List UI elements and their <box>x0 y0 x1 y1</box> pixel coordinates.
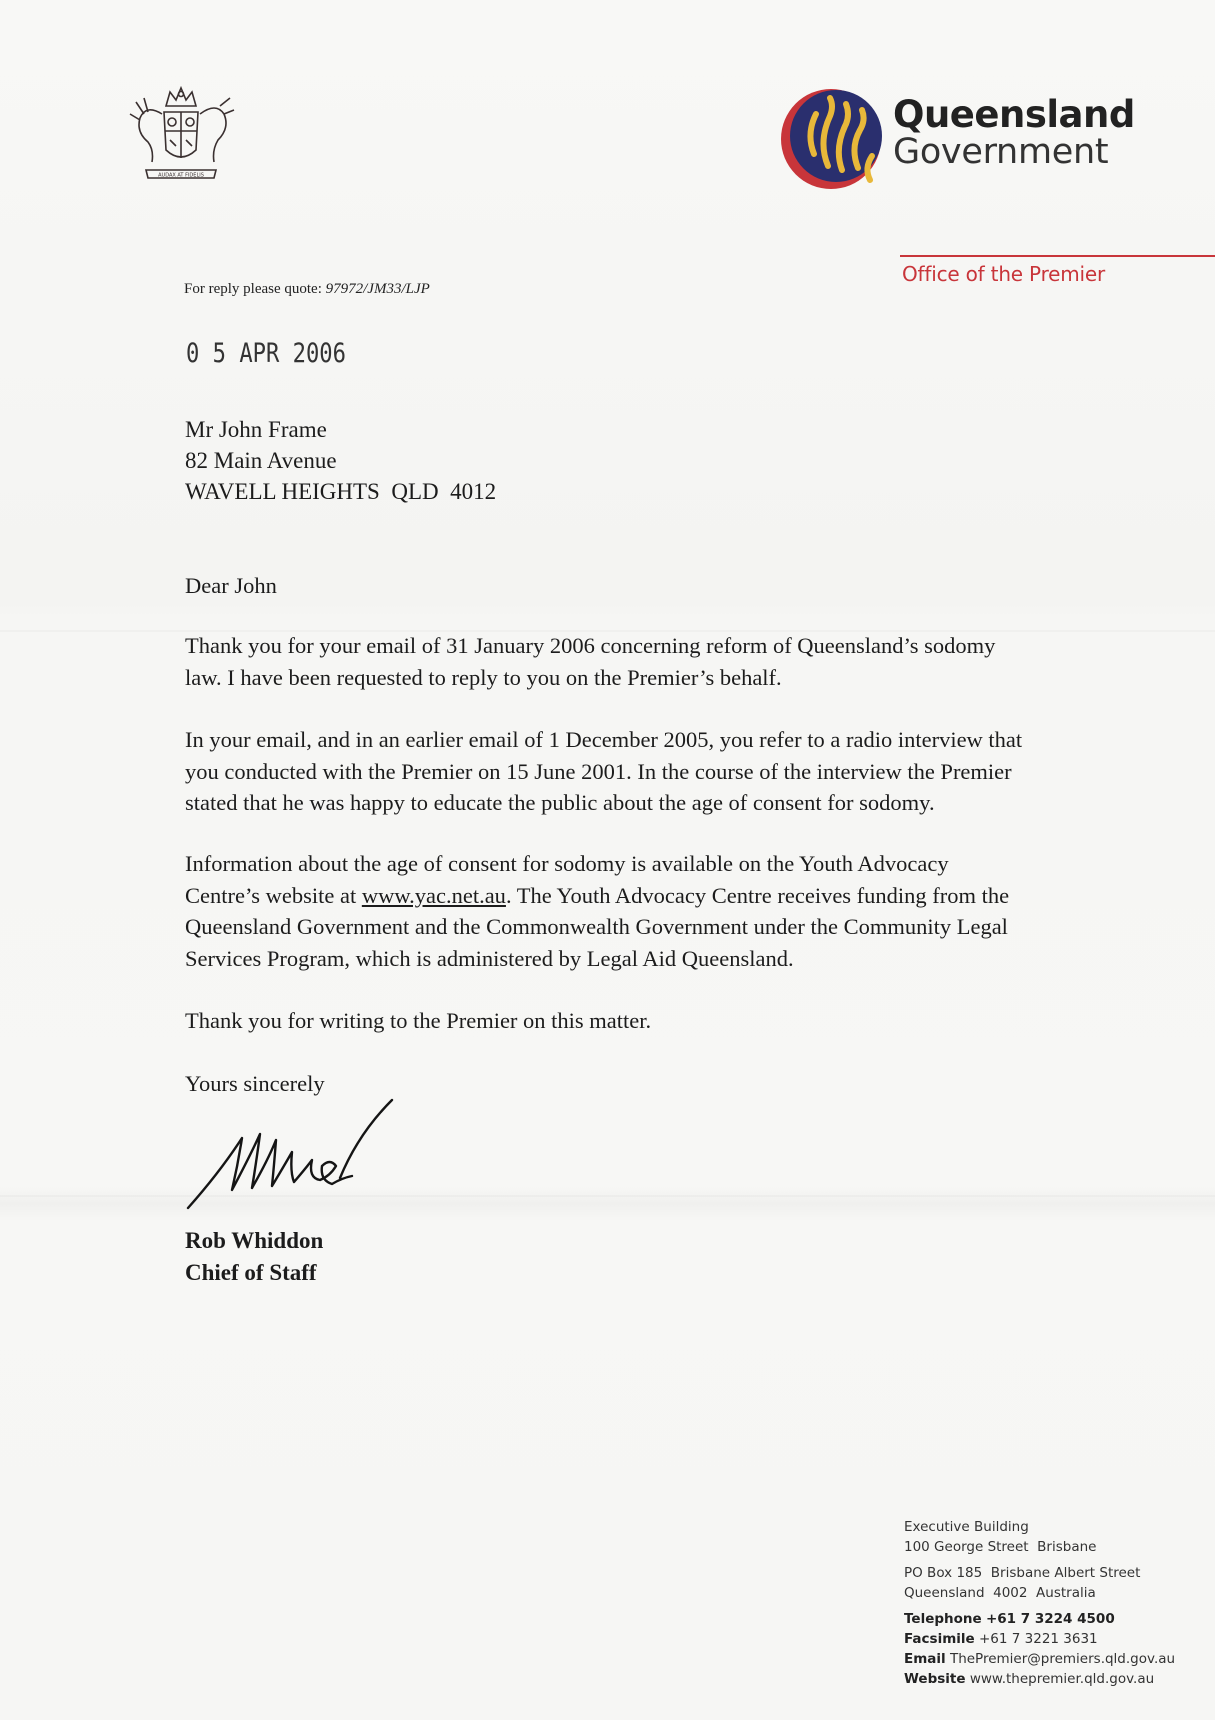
paragraph-text: . The Youth Advocacy Centre receives funding from the <box>505 882 1010 908</box>
brand-line-1: Queensland <box>893 93 1135 136</box>
paragraph-line: Queensland Government and the Commonwealth Government under the Community Legal <box>185 914 1008 939</box>
header-divider <box>900 255 1215 257</box>
recipient-address <box>185 414 496 507</box>
telephone-label: Telephone <box>904 1611 982 1627</box>
footer-street: 100 George Street Brisbane <box>904 1539 1097 1555</box>
date-stamp: 0 5 APR 2006 <box>186 338 346 369</box>
footer-email <box>904 1649 1175 1669</box>
website-value[interactable]: www.thepremier.qld.gov.au <box>969 1671 1155 1687</box>
paragraph-line: stated that he was happy to educate the public about the age of consent for sodomy. <box>185 790 935 815</box>
paragraph-3 <box>185 848 1145 974</box>
paragraph-line: you conducted with the Premier on 15 June 2001. In the course of the interview the Premier <box>185 758 1012 784</box>
footer-telephone <box>904 1609 1175 1629</box>
facsimile-label: Facsimile <box>904 1631 975 1647</box>
recipient-name: Mr John Frame <box>185 417 327 442</box>
signer-title: Chief of Staff <box>185 1260 317 1285</box>
footer-state: Queensland 4002 Australia <box>904 1585 1096 1601</box>
closing: Yours sincerely <box>185 1071 325 1096</box>
paragraph-text: Centre’s website at <box>185 882 362 908</box>
office-title: Office of the Premier <box>902 262 1106 286</box>
paragraph-4: Thank you for writing to the Premier on this matter. <box>185 1008 652 1033</box>
coat-of-arms-icon <box>126 84 236 184</box>
paragraph-line: Services Program, which is administered by Legal Aid Queensland. <box>185 945 794 971</box>
paragraph-line: In your email, and in an earlier email of 1 December 2005, you refer to a radio interview that <box>185 727 1023 752</box>
paragraph-line: Information about the age of consent for sodomy is available on the Youth Advocacy <box>185 851 949 876</box>
reference-label: For reply please quote: <box>184 281 322 297</box>
website-label: Website <box>904 1671 966 1687</box>
signature-icon <box>180 1094 400 1214</box>
footer-building: Executive Building <box>904 1519 1029 1535</box>
recipient-locality: WAVELL HEIGHTS QLD 4012 <box>185 479 497 504</box>
footer-contact <box>904 1517 1175 1689</box>
paragraph-line: Thank you for your email of 31 January 2006 concerning reform of Queensland’s sodomy <box>185 633 996 658</box>
brand-line-2: Government <box>893 132 1109 172</box>
yac-website-link[interactable]: www.yac.net.au <box>361 882 506 908</box>
footer-website <box>904 1669 1175 1689</box>
paragraph-2 <box>185 724 1145 819</box>
paragraph-line <box>185 880 1145 912</box>
signer-name: Rob Whiddon <box>185 1228 324 1253</box>
footer-po-box: PO Box 185 Brisbane Albert Street <box>904 1565 1141 1581</box>
reference-line <box>184 281 430 298</box>
salutation: Dear John <box>185 573 277 598</box>
signer-block <box>185 1225 323 1289</box>
email-value[interactable]: ThePremier@premiers.qld.gov.au <box>949 1651 1176 1667</box>
queensland-government-wordmark <box>893 93 1135 172</box>
telephone-value: +61 7 3224 4500 <box>985 1611 1115 1627</box>
email-label: Email <box>904 1651 946 1667</box>
paragraph-line: law. I have been requested to reply to you on the Premier’s behalf. <box>185 664 782 690</box>
paragraph-1 <box>185 630 1145 693</box>
crest-motto: AUDAX AT FIDELIS <box>158 172 204 179</box>
footer-facsimile <box>904 1629 1175 1649</box>
queensland-government-logo-icon <box>776 84 886 194</box>
recipient-street: 82 Main Avenue <box>185 448 337 473</box>
facsimile-value: +61 7 3221 3631 <box>978 1631 1098 1647</box>
reference-code: 97972/JM33/LJP <box>325 281 430 297</box>
